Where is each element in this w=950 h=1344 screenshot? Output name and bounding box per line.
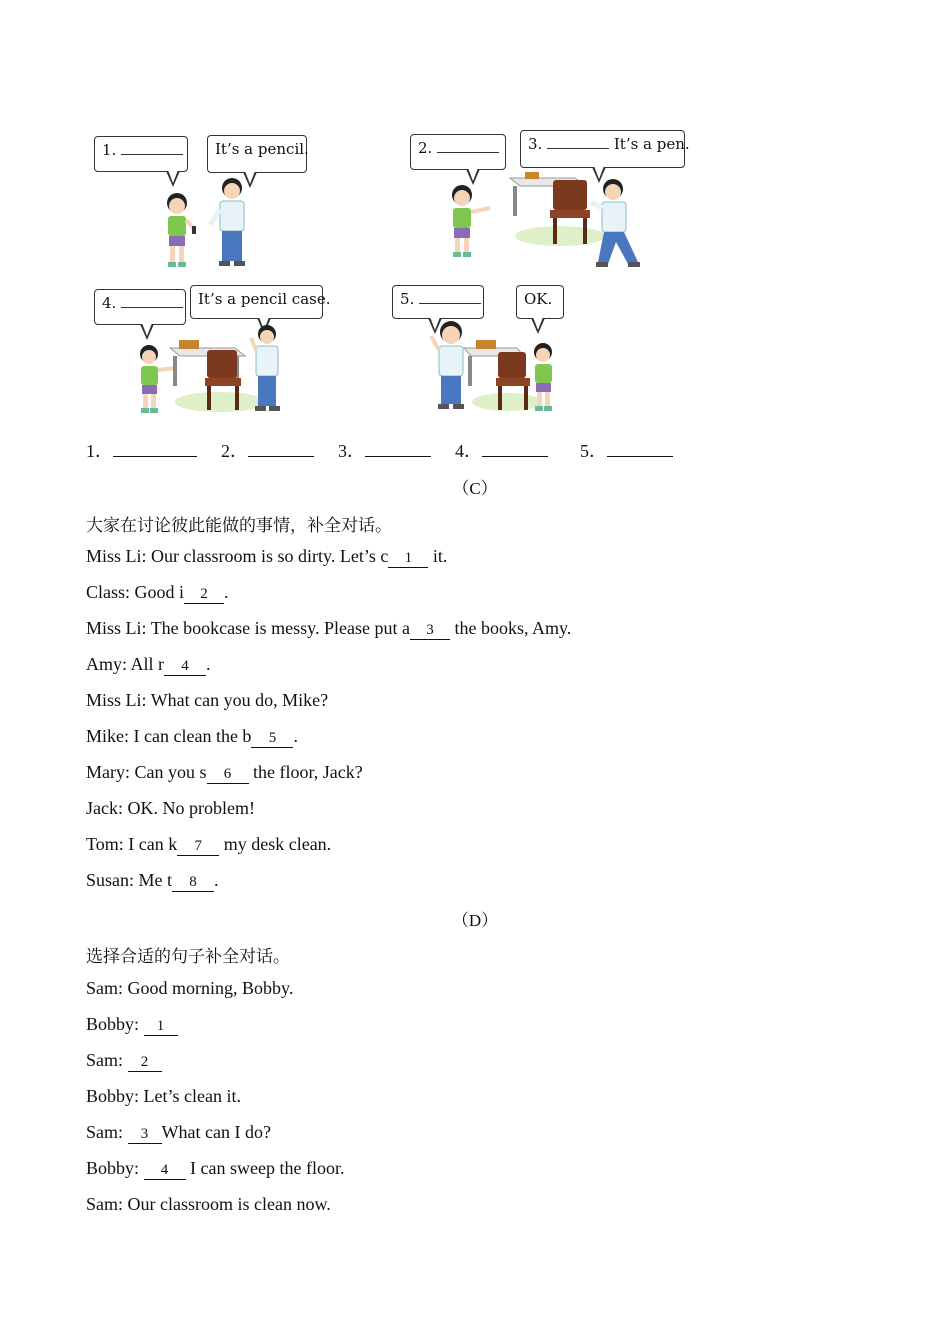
speech-bubble-2 bbox=[207, 135, 307, 173]
bubble-text: It’s a pencil. bbox=[215, 140, 309, 158]
dialogue-line: Tom: I can k 7 my desk clean. bbox=[86, 834, 332, 854]
blank-2[interactable]: 2 bbox=[184, 585, 224, 604]
bubble-text: 3. bbox=[528, 135, 548, 153]
dialogue-line: Sam: 2 bbox=[86, 1050, 162, 1072]
dialogue-line: Susan: Me t 8 . bbox=[86, 870, 219, 890]
section-c-heading: （C） bbox=[452, 479, 498, 498]
dialogue-line: Mary: Can you s 6 the floor, Jack? bbox=[86, 762, 363, 782]
blank-1[interactable]: 1 bbox=[144, 1017, 178, 1036]
girl-illustration bbox=[526, 340, 560, 414]
answer-blank-4[interactable]: 4． bbox=[455, 437, 548, 463]
blank-1[interactable]: 1 bbox=[388, 549, 428, 568]
dialogue-line: Mike: I can clean the b 5 . bbox=[86, 726, 298, 746]
girl-pointing-illustration bbox=[444, 182, 496, 260]
blank-2[interactable]: 2 bbox=[128, 1053, 162, 1072]
bubble-text: OK. bbox=[524, 290, 553, 308]
speech-bubble-1 bbox=[94, 136, 188, 172]
dialogue-line: Miss Li: What can you do, Mike? bbox=[86, 690, 329, 710]
blank-7[interactable]: 7 bbox=[177, 837, 219, 856]
dialogue-line: Miss Li: Our classroom is so dirty. Let’s c 1 it. bbox=[86, 546, 448, 566]
speech-bubble-1 bbox=[94, 289, 186, 325]
bubble-text: 1. bbox=[102, 141, 122, 159]
answer-row bbox=[86, 437, 673, 463]
dialogue-line: Sam: Good morning, Bobby. bbox=[86, 978, 294, 998]
dialogue-line: Bobby: 1 bbox=[86, 1014, 178, 1036]
dialogue-line: Bobby: Let’s clean it. bbox=[86, 1086, 241, 1106]
dialogue-line: Sam: Our classroom is clean now. bbox=[86, 1194, 331, 1214]
dialogue-line: Jack: OK. No problem! bbox=[86, 798, 255, 818]
bubble-text: 5. bbox=[400, 290, 420, 308]
speech-bubble-2 bbox=[190, 285, 331, 319]
dialogue-line: Sam: 3 What can I do? bbox=[86, 1122, 271, 1142]
dialogue-line: Amy: All r 4 . bbox=[86, 654, 211, 674]
blank-8[interactable]: 8 bbox=[172, 873, 214, 892]
boy-illustration bbox=[247, 322, 287, 414]
blank-3[interactable]: 3 bbox=[128, 1125, 162, 1144]
speech-bubble-1 bbox=[392, 285, 484, 319]
bubble-text: 4. bbox=[102, 294, 122, 312]
section-d-instruction: 选择合适的句子补全对话。 bbox=[86, 947, 290, 967]
speech-bubble-2 bbox=[520, 130, 690, 168]
dialogue-line: Bobby: 4 I can sweep the floor. bbox=[86, 1158, 345, 1178]
answer-blank-3[interactable]: 3． bbox=[338, 437, 431, 463]
speech-bubble-1 bbox=[410, 134, 506, 170]
blank-6[interactable]: 6 bbox=[207, 765, 249, 784]
girl-with-pencil-illustration bbox=[155, 190, 200, 272]
answer-blank-2[interactable]: 2． bbox=[221, 437, 314, 463]
answer-blank-5[interactable]: 5． bbox=[580, 437, 673, 463]
speech-bubble-2 bbox=[516, 285, 564, 319]
dialogue-line: Miss Li: The bookcase is messy. Please put a 3 the books, Amy. bbox=[86, 618, 572, 638]
blank-5[interactable]: 5 bbox=[251, 729, 293, 748]
dialogue-line: Class: Good i 2 . bbox=[86, 582, 229, 602]
section-c-instruction: 大家在讨论彼此能做的事情，补全对话。 bbox=[86, 516, 392, 536]
boy-illustration bbox=[205, 175, 255, 273]
bubble-text: 2. bbox=[418, 139, 438, 157]
boy-walking-illustration bbox=[588, 176, 648, 272]
blank-4[interactable]: 4 bbox=[144, 1161, 186, 1180]
bubble-text: It’s a pencil case. bbox=[198, 290, 331, 308]
blank-4[interactable]: 4 bbox=[164, 657, 206, 676]
blank-3[interactable]: 3 bbox=[410, 621, 450, 640]
section-d-heading: （D） bbox=[451, 911, 499, 930]
answer-blank-1[interactable]: 1． bbox=[86, 437, 197, 463]
bubble-text: It’s a pen. bbox=[613, 135, 690, 153]
